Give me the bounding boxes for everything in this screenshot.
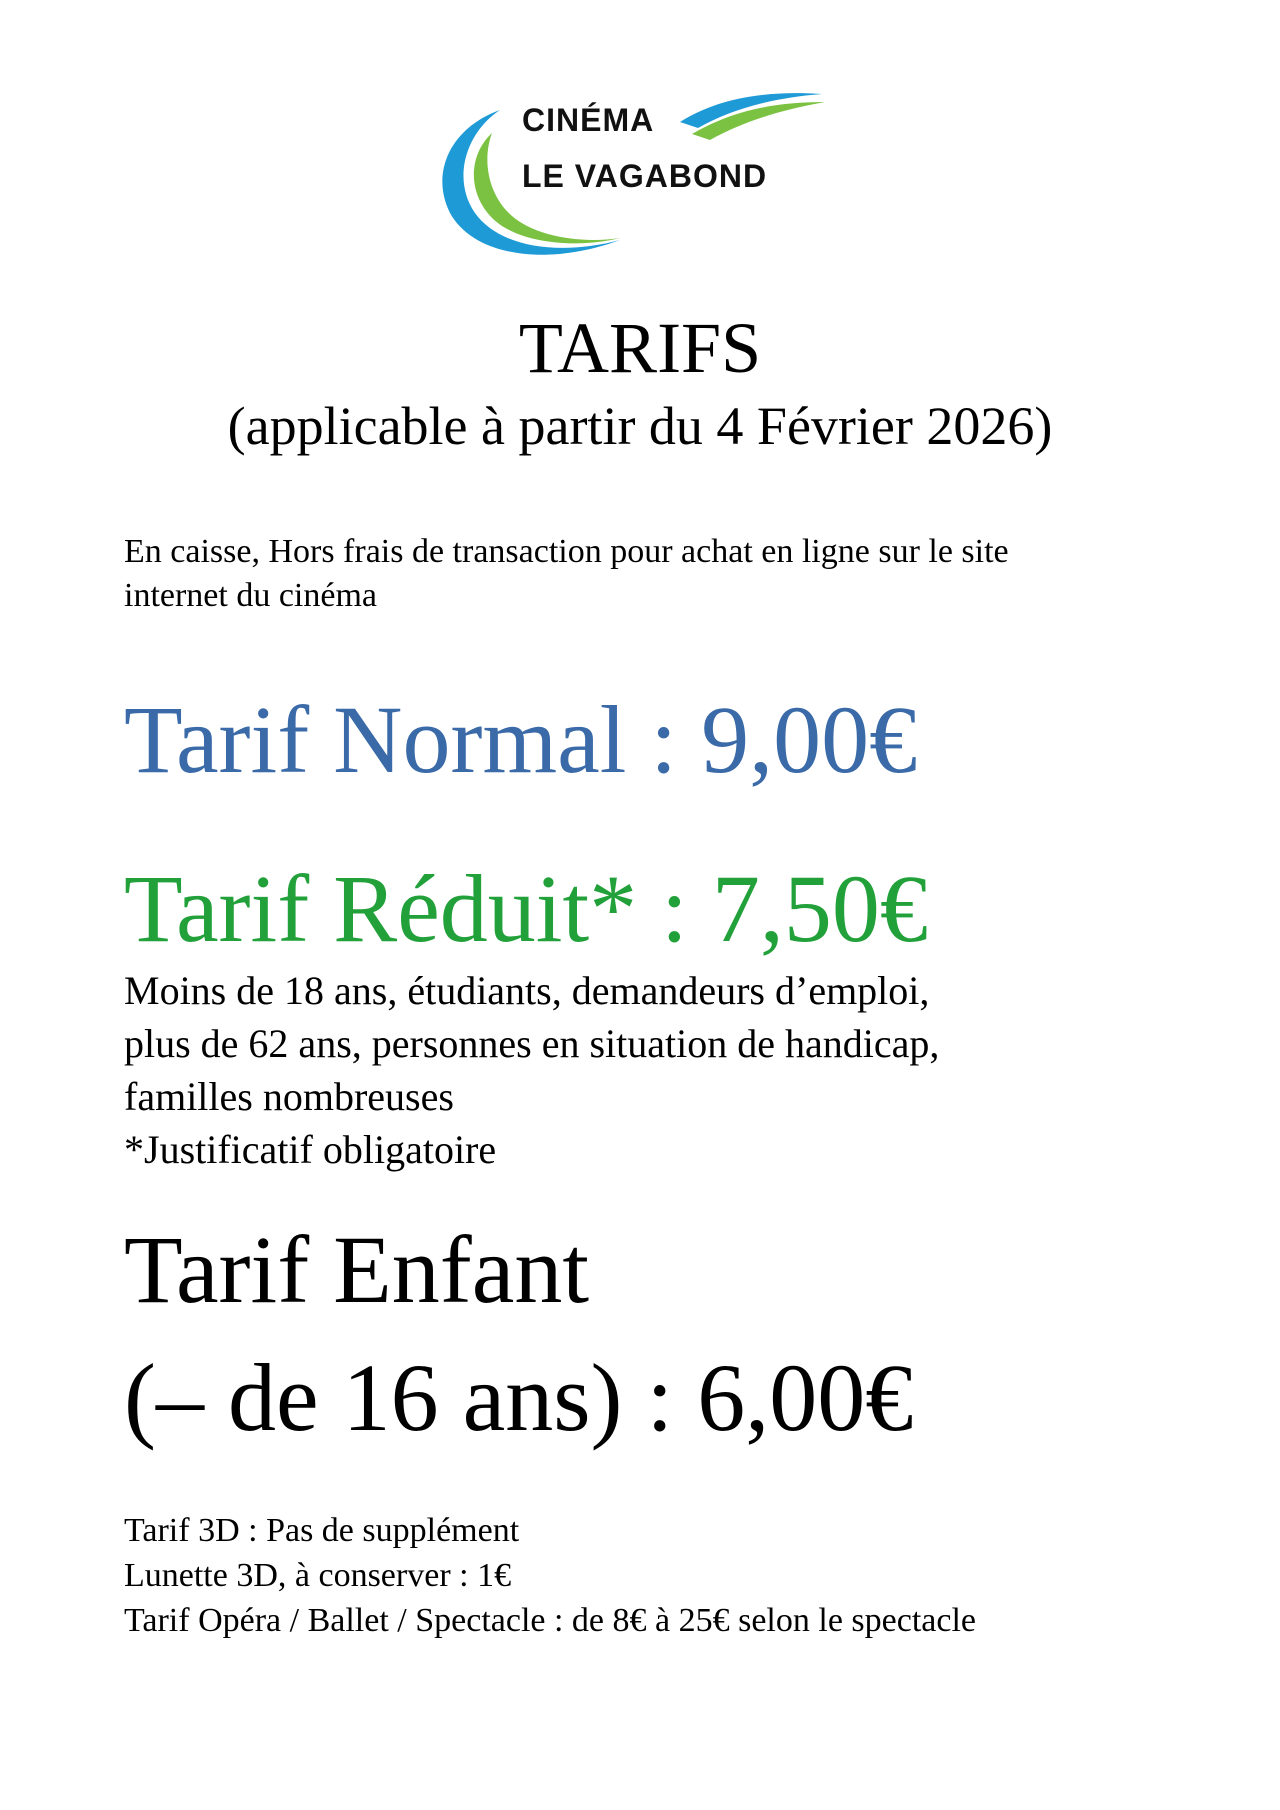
extra-tarifs	[124, 1508, 976, 1643]
intro-line: internet du cinéma	[124, 577, 378, 614]
intro-line: En caisse, Hors frais de transaction pour achat en ligne sur le site	[124, 533, 1009, 570]
tarif-normal: Tarif Normal : 9,00€	[124, 686, 918, 793]
reduit-detail-line: *Justificatif obligatoire	[124, 1127, 497, 1172]
tarif-enfant-price: (– de 16 ans) : 6,00€	[124, 1344, 914, 1451]
tarif-enfant-label: Tarif Enfant	[124, 1216, 590, 1323]
logo-text-line1: CINÉMA	[522, 102, 655, 138]
cinema-logo	[430, 88, 830, 268]
extra-tarif-line: Tarif Opéra / Ballet / Spectacle : de 8€ à 25€ selon le spectacle	[124, 1602, 976, 1639]
page-subtitle: (applicable à partir du 4 Février 2026)	[227, 396, 1053, 456]
tarif-reduit: Tarif Réduit* : 7,50€	[124, 855, 928, 962]
logo-text-line2: LE VAGABOND	[522, 158, 768, 194]
reduit-detail-line: Moins de 18 ans, étudiants, demandeurs d’emploi,	[124, 968, 930, 1013]
extra-tarif-line: Lunette 3D, à conserver : 1€	[124, 1557, 512, 1594]
reduit-detail-line: familles nombreuses	[124, 1074, 454, 1119]
reduit-detail-line: plus de 62 ans, personnes en situation de handicap,	[124, 1021, 940, 1066]
tarif-reduit-details	[124, 964, 939, 1176]
page-title: TARIFS	[518, 308, 762, 388]
intro-paragraph	[124, 530, 1164, 618]
extra-tarif-line: Tarif 3D : Pas de supplément	[124, 1512, 520, 1549]
